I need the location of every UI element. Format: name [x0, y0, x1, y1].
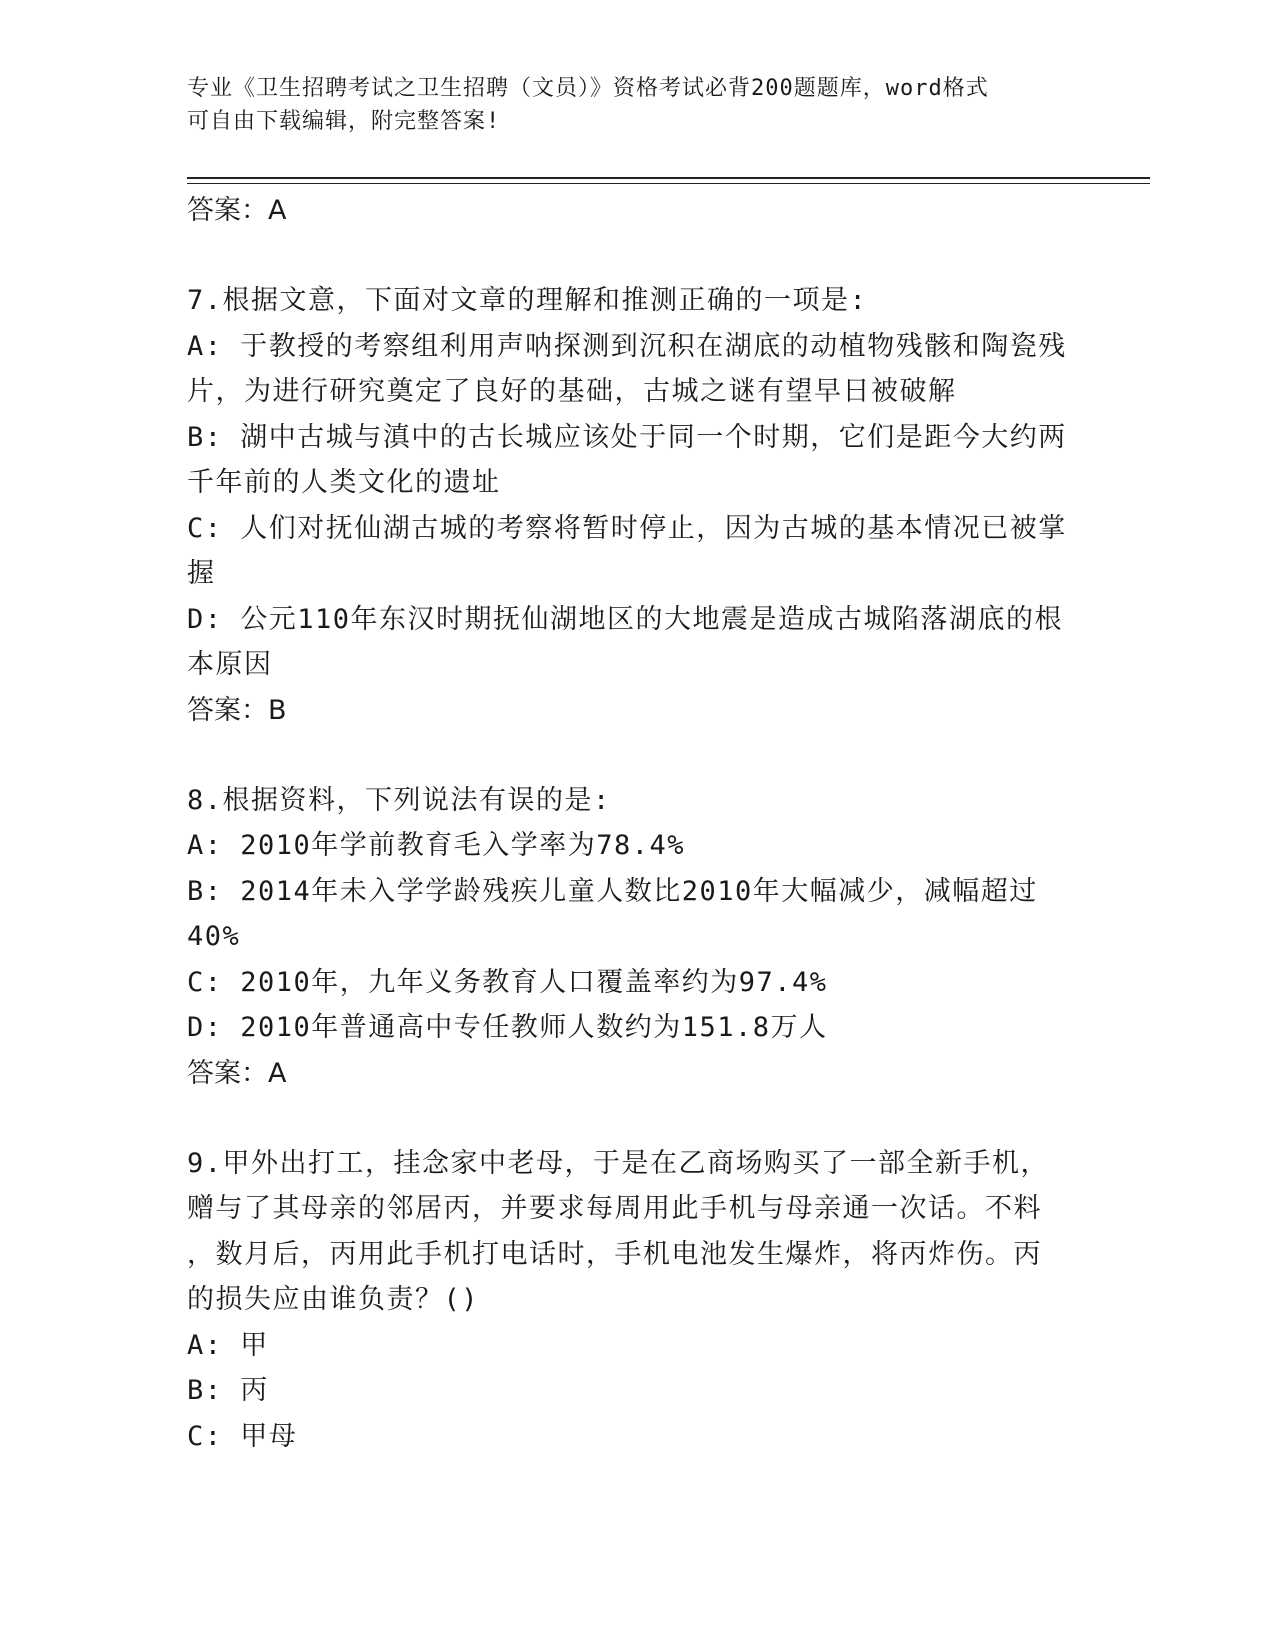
question-9-stem-1: 9.甲外出打工，挂念家中老母，于是在乙商场购买了一部全新手机，	[187, 1147, 1050, 1179]
question-8-option-b-cont: 40%	[187, 921, 241, 952]
question-7-option-a-cont: 片，为进行研究奠定了良好的基础，古城之谜有望早日被破解	[187, 376, 957, 407]
question-9-option-a: A: 甲	[187, 1329, 269, 1361]
question-7-stem: 7.根据文意，下面对文章的理解和推测正确的一项是:	[187, 285, 868, 316]
header-line-2: 可自由下载编辑，附完整答案!	[187, 109, 501, 134]
question-8-option-a: A: 2010年学前教育毛入学率为78.4%	[187, 830, 686, 861]
question-9	[187, 1141, 1087, 1460]
question-9-stem-3: ，数月后，丙用此手机打电话时，手机电池发生爆炸，将丙炸伤。丙	[187, 1238, 1042, 1270]
answer-6: 答案：A	[187, 195, 287, 226]
question-8-option-b: B: 2014年未入学学龄残疾儿童人数比2010年大幅减少，减幅超过	[187, 875, 1038, 907]
question-7-option-c: C: 人们对抚仙湖古城的考察将暂时停止，因为古城的基本情况已被掌	[187, 512, 1067, 544]
question-8-option-c: C: 2010年，九年义务教育人口覆盖率约为97.4%	[187, 966, 828, 998]
question-7-option-d: D: 公元110年东汉时期抚仙湖地区的大地震是造成古城陷落湖底的根	[187, 603, 1064, 635]
answer-7: 答案：B	[187, 694, 287, 726]
header-rule-thin	[187, 183, 1150, 184]
document-body	[187, 188, 1087, 1459]
header-line-1: 专业《卫生招聘考试之卫生招聘（文员）》资格考试必背200题题库，word格式	[187, 76, 989, 101]
question-7-option-a: A: 于教授的考察组利用声呐探测到沉积在湖底的动植物残骸和陶瓷残	[187, 330, 1067, 362]
question-9-option-c: C: 甲母	[187, 1420, 298, 1452]
question-7-option-b: B: 湖中古城与滇中的古长城应该处于同一个时期，它们是距今大约两	[187, 421, 1067, 453]
question-8	[187, 778, 1087, 1096]
question-8-stem: 8.根据资料，下列说法有误的是:	[187, 784, 611, 816]
question-7-option-c-cont: 握	[187, 558, 216, 589]
question-7-option-b-cont: 千年前的人类文化的遗址	[187, 467, 501, 498]
question-7	[187, 278, 1087, 733]
question-9-option-b: B: 丙	[187, 1375, 269, 1406]
answer-8: 答案：A	[187, 1057, 287, 1089]
question-9-stem-4: 的损失应由谁负责？()	[187, 1284, 480, 1315]
header-rule-thick	[187, 177, 1150, 179]
question-8-option-d: D: 2010年普通高中专任教师人数约为151.8万人	[187, 1012, 828, 1043]
question-9-stem-2: 赠与了其母亲的邻居丙，并要求每周用此手机与母亲通一次话。不料	[187, 1193, 1042, 1224]
question-7-option-d-cont: 本原因	[187, 649, 273, 680]
document-header	[187, 72, 1087, 138]
